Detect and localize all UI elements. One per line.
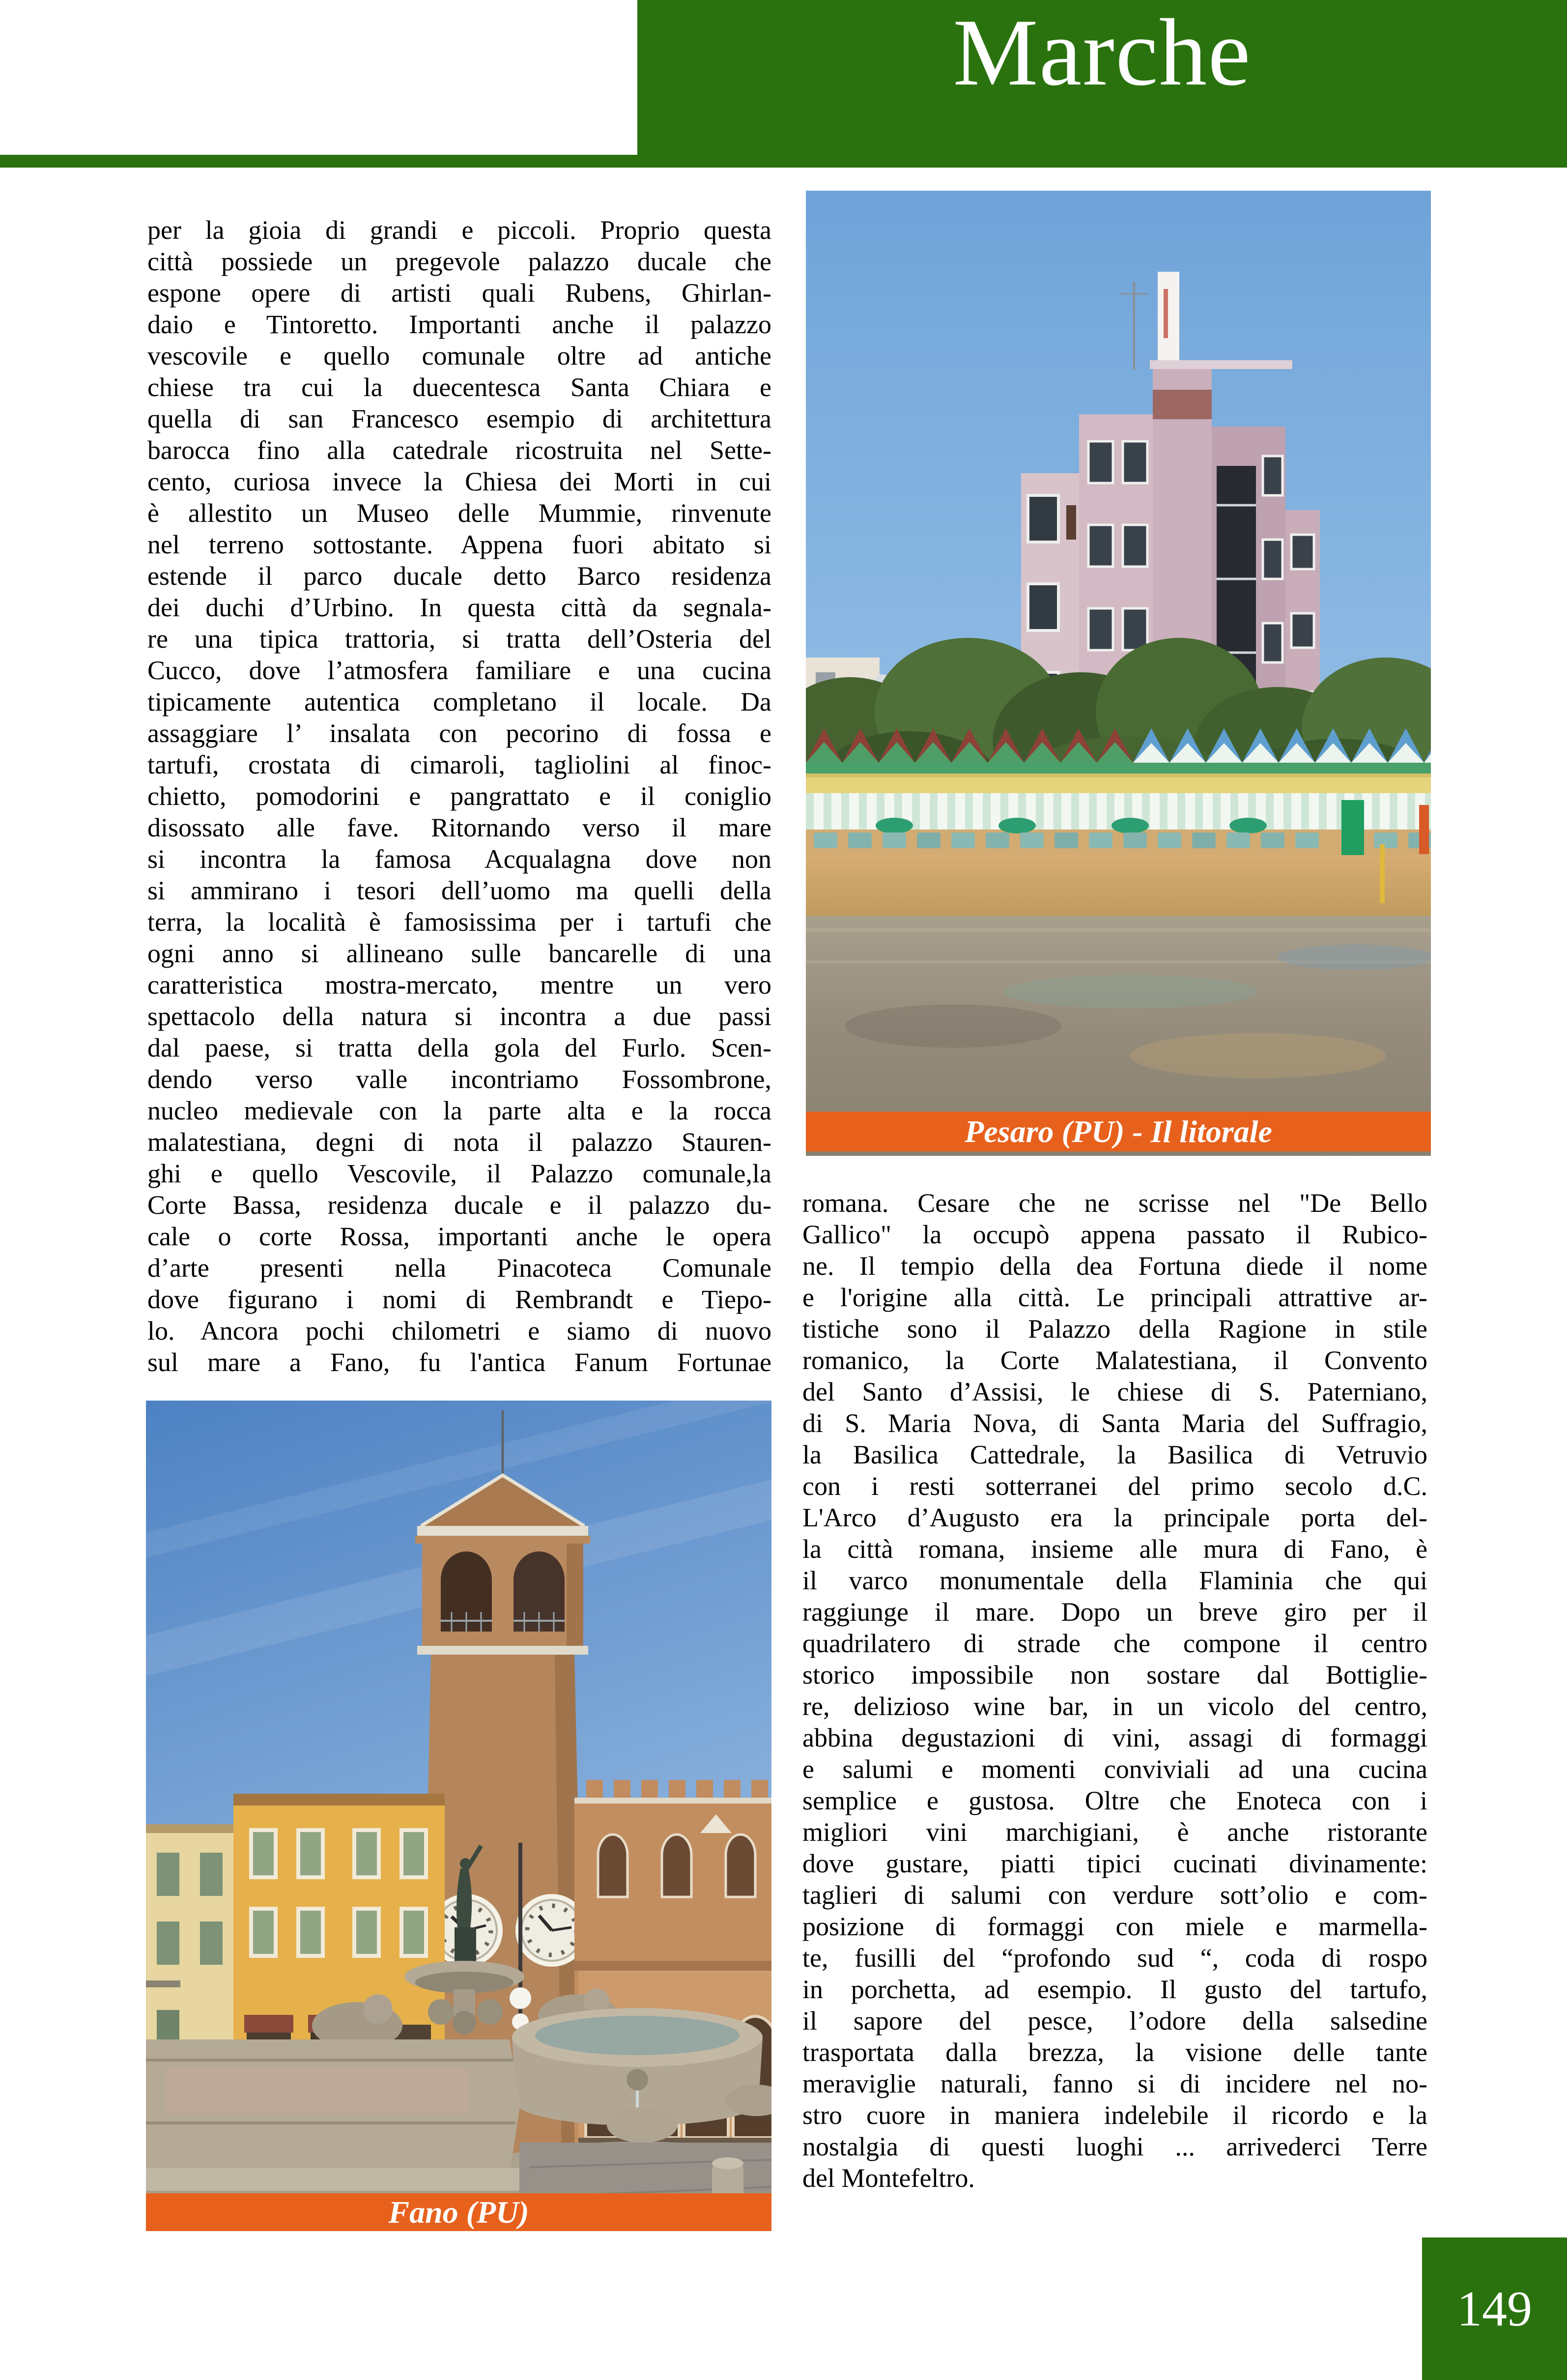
body-text-line: cale o corte Rossa, importanti anche le opera	[147, 1222, 771, 1251]
header-green-block	[637, 0, 1567, 168]
caption-text: Pesaro (PU) - Il litorale	[965, 1114, 1272, 1149]
body-text-line: nucleo medievale con la parte alta e la rocca	[147, 1096, 771, 1125]
body-text-line: e salumi e momenti conviviali ad una cucina	[802, 1754, 1427, 1784]
body-text-line: stro cuore in maniera indelebile il ricordo e la	[802, 2100, 1427, 2130]
body-text-line: L'Arco d’Augusto era la principale porta del-	[802, 1503, 1427, 1532]
body-text-line: storico impossibile non sostare dal Bottiglie-	[802, 1660, 1427, 1690]
body-text-line: di S. Maria Nova, di Santa Maria del Suffragio,	[802, 1408, 1427, 1438]
page-number-box	[1422, 2237, 1567, 2380]
body-text-line: il sapore del pesce, l’odore della salsedine	[802, 2006, 1427, 2036]
body-text-line: tipicamente autentica completano il locale. Da	[147, 687, 771, 717]
body-text-line: daio e Tintoretto. Importanti anche il palazzo	[147, 310, 771, 339]
beach-huts	[806, 728, 1431, 832]
body-text-line: quadrilatero di strade che compone il centro	[802, 1629, 1427, 1658]
body-text-line: si incontra la famosa Acqualagna dove non	[147, 844, 771, 874]
pesaro-beach-illustration	[806, 191, 1431, 1156]
body-text-line: trasportata dalla brezza, la visione delle tante	[802, 2037, 1427, 2067]
body-text-line: nostalgia di questi luoghi ... arrivederci Terre	[802, 2132, 1427, 2161]
body-text-line: il varco monumentale della Flaminia che qui	[802, 1566, 1427, 1595]
body-text-line: assaggiare l’ insalata con pecorino di fossa e	[147, 718, 771, 748]
body-text-line: per la gioia di grandi e piccoli. Proprio questa	[147, 215, 771, 245]
fano-piazza-illustration	[146, 1401, 771, 2231]
body-text-line: semplice e gustosa. Oltre che Enoteca con i	[802, 1786, 1427, 1815]
body-text-line: lo. Ancora pochi chilometri e siamo di nuovo	[147, 1316, 771, 1346]
body-text-line: Cucco, dove l’atmosfera familiare e una cucina	[147, 656, 771, 685]
body-text-line: ogni anno si allineano sulle bancarelle di una	[147, 939, 771, 968]
body-text-line: dove figurano i nomi di Rembrandt e Tiepo-	[147, 1285, 771, 1314]
body-text-line: e l'origine alla città. Le principali attrattive ar-	[802, 1283, 1427, 1312]
photo-caption-fano	[146, 2193, 771, 2231]
body-text-line: raggiunge il mare. Dopo un breve giro per il	[802, 1597, 1427, 1627]
body-text-line: re una tipica trattoria, si tratta dell’Osteria del	[147, 624, 771, 654]
body-column-left	[147, 214, 771, 1378]
body-text-line: con i resti sotterranei del primo secolo d.C.	[802, 1471, 1427, 1501]
body-text-line: spettacolo della natura si incontra a due passi	[147, 1002, 771, 1031]
page-title: Marche	[953, 0, 1252, 106]
photo-fano-piazza	[146, 1401, 771, 2231]
caption-text: Fano (PU)	[388, 2194, 529, 2230]
sand	[806, 844, 1431, 918]
body-text-line: barocca fino alla catedrale ricostruita nel Sette-	[147, 435, 771, 465]
body-text-line: dove gustare, piatti tipici cucinati divinamente:	[802, 1849, 1427, 1878]
body-text-line: sul mare a Fano, fu l'antica Fanum Fortunae	[147, 1348, 771, 1377]
body-text-line: quella di san Francesco esempio di architettura	[147, 404, 771, 433]
body-text-line: città possiede un pregevole palazzo ducale che	[147, 247, 771, 276]
body-text-line: si ammirano i tesori dell’uomo ma quelli della	[147, 876, 771, 905]
body-text-line: tistiche sono il Palazzo della Ragione in stile	[802, 1314, 1427, 1344]
body-text-line: espone opere di artisti quali Rubens, Ghirlan-	[147, 278, 771, 308]
body-text-line: del Montefeltro.	[802, 2163, 975, 2193]
body-text-line: malatestiana, degni di nota il palazzo Stauren-	[147, 1127, 771, 1157]
body-text-line: Corte Bassa, residenza ducale e il palazzo du-	[147, 1190, 771, 1220]
body-column-right	[802, 1187, 1427, 2194]
body-text-line: meraviglie naturali, fanno si di incidere nel no-	[802, 2069, 1427, 2098]
body-text-line: posizione di formaggi con miele e marmella-	[802, 1912, 1427, 1941]
body-text-line: del Santo d’Assisi, le chiese di S. Paterniano,	[802, 1377, 1427, 1406]
body-text-line: terra, la località è famosissima per i tartufi che	[147, 907, 771, 937]
body-text-line: te, fusilli del “profondo sud “, coda di rospo	[802, 1943, 1427, 1973]
body-text-line: la città romana, insieme alle mura di Fano, è	[802, 1534, 1427, 1564]
body-text-line: abbina degustazioni di vini, assagi di formaggi	[802, 1723, 1427, 1752]
body-text-line: romanico, la Corte Malatestiana, il Convento	[802, 1346, 1427, 1375]
photo-caption-pesaro	[806, 1112, 1431, 1151]
body-text-line: Gallico" la occupò appena passato il Rubico-	[802, 1220, 1427, 1249]
body-text-line: cento, curiosa invece la Chiesa dei Morti in cui	[147, 467, 771, 496]
body-text-line: tartufi, crostata di cimaroli, tagliolini al finoc-	[147, 750, 771, 779]
body-text-line: re, delizioso wine bar, in un vicolo del centro,	[802, 1692, 1427, 1721]
body-text-line: ne. Il tempio della dea Fortuna diede il nome	[802, 1251, 1427, 1281]
body-text-line: nel terreno sottostante. Appena fuori abitato si	[147, 530, 771, 559]
body-text-line: estende il parco ducale detto Barco residenza	[147, 561, 771, 591]
body-text-line: ghi e quello Vescovile, il Palazzo comunale,la	[147, 1159, 771, 1188]
body-text-line: in porchetta, ad esempio. Il gusto del tartufo,	[802, 1975, 1427, 2004]
body-text-line: dendo verso valle incontriamo Fossombrone,	[147, 1064, 771, 1094]
body-text-line: dal paese, si tratta della gola del Furlo. Scen-	[147, 1033, 771, 1062]
body-text-line: caratteristica mostra-mercato, mentre un vero	[147, 970, 771, 1000]
body-text-line: d’arte presenti nella Pinacoteca Comunale	[147, 1253, 771, 1283]
body-text-line: chiese tra cui la duecentesca Santa Chiara e	[147, 373, 771, 402]
body-text-line: la Basilica Cattedrale, la Basilica di Vetruvio	[802, 1440, 1427, 1469]
body-text-line: chietto, pomodorini e pangrattato e il coniglio	[147, 781, 771, 811]
body-text-line: vescovile e quello comunale oltre ad antiche	[147, 341, 771, 371]
body-text-line: è allestito un Museo delle Mummie, rinvenute	[147, 498, 771, 528]
page-number: 149	[1457, 2281, 1532, 2337]
body-text-line: dei duchi d’Urbino. In questa città da segnala-	[147, 593, 771, 622]
body-text-line: romana. Cesare che ne scrisse nel "De Bello	[802, 1188, 1427, 1218]
photo-pesaro-litorale	[806, 191, 1431, 1156]
body-text-line: migliori vini marchigiani, è anche ristorante	[802, 1817, 1427, 1847]
body-text-line: disossato alle fave. Ritornando verso il mare	[147, 813, 771, 842]
body-text-line: taglieri di salumi con verdure sott’olio e com-	[802, 1880, 1427, 1910]
